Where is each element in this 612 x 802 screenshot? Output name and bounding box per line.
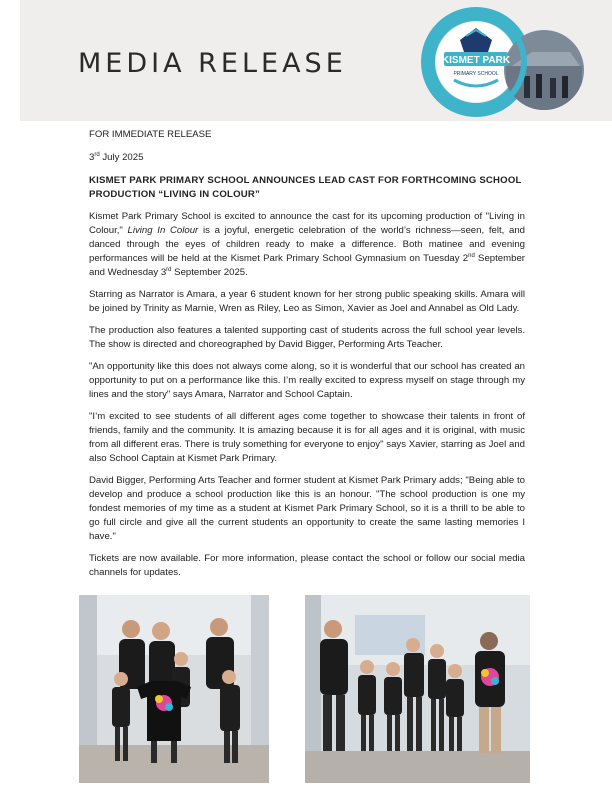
release-headline: KISMET PARK PRIMARY SCHOOL ANNOUNCES LEAD CAST FOR FORTHCOMING SCHOOL PRODUCTION “LIVING IN COLOUR”	[89, 175, 522, 200]
release-label: FOR IMMEDIATE RELEASE	[89, 129, 212, 140]
page-title: MEDIA RELEASE	[78, 48, 347, 79]
release-date: 3rd July 2025	[89, 151, 144, 163]
logo-text-sub: PRIMARY SCHOOL	[453, 71, 499, 77]
paragraph-cast: Starring as Narrator is Amara, a year 6 student known for her strong public speaking skills. Amara will be joined by Trinity as Marnie, Wren as Riley, Leo as Simon, Xavier as Joel and Annabel as Old Lady.	[89, 289, 525, 314]
paragraph-tickets: Tickets are now available. For more information, please contact the school or follow our social media channels for updates.	[89, 553, 525, 578]
cast-photo-2	[305, 595, 530, 783]
paragraph-quote-teacher: David Bigger, Performing Arts Teacher and former student at Kismet Park Primary adds; "Being able to develop and produce a school production like this is an honour. "The school production is one my fondest memories of my time as a student at Kismet Park Primary School, so it is a thrill to be able to go full circle and give all the current students an opportunity to create the same lasting memories I have."	[89, 475, 525, 542]
school-logo	[420, 6, 608, 118]
press-release-body	[89, 128, 525, 588]
logo-text-main: KISMET PARK	[441, 55, 511, 66]
paragraph-supporting-cast: The production also features a talented supporting cast of students across the full school year levels. The show is directed and choreographed by David Bigger, Performing Arts Teacher.	[89, 325, 525, 350]
paragraph-intro: Kismet Park Primary School is excited to announce the cast for its upcoming production of "Living in Colour," Living In Colour is a joyful, energetic celebration of the world’s richness—seen, felt, and danced through the eyes of children ready to make a difference. Both matinee and evening performances will be held at the Kismet Park Primary School Gymnasium on Tuesday 2nd September and Wednesday 3rd September 2025.	[89, 211, 526, 278]
paragraph-quote-xavier: "I’m excited to see students of all different ages come together to showcase their talents in front of friends, family and the community. It is amazing because it is for all ages and it is original, with music from all different eras. There is truly something for everyone to enjoy" says Xavier, starring as Joel and also School Captain at Kismet Park Primary.	[89, 411, 525, 464]
cast-photo-1	[79, 595, 269, 783]
paragraph-quote-amara: "An opportunity like this does not always come along, so it is wonderful that our school has created an opportunity to put on a performance like this. I’m really excited to express myself on stage through my lines and the story" says Amara, Narrator and School Captain.	[89, 361, 525, 400]
